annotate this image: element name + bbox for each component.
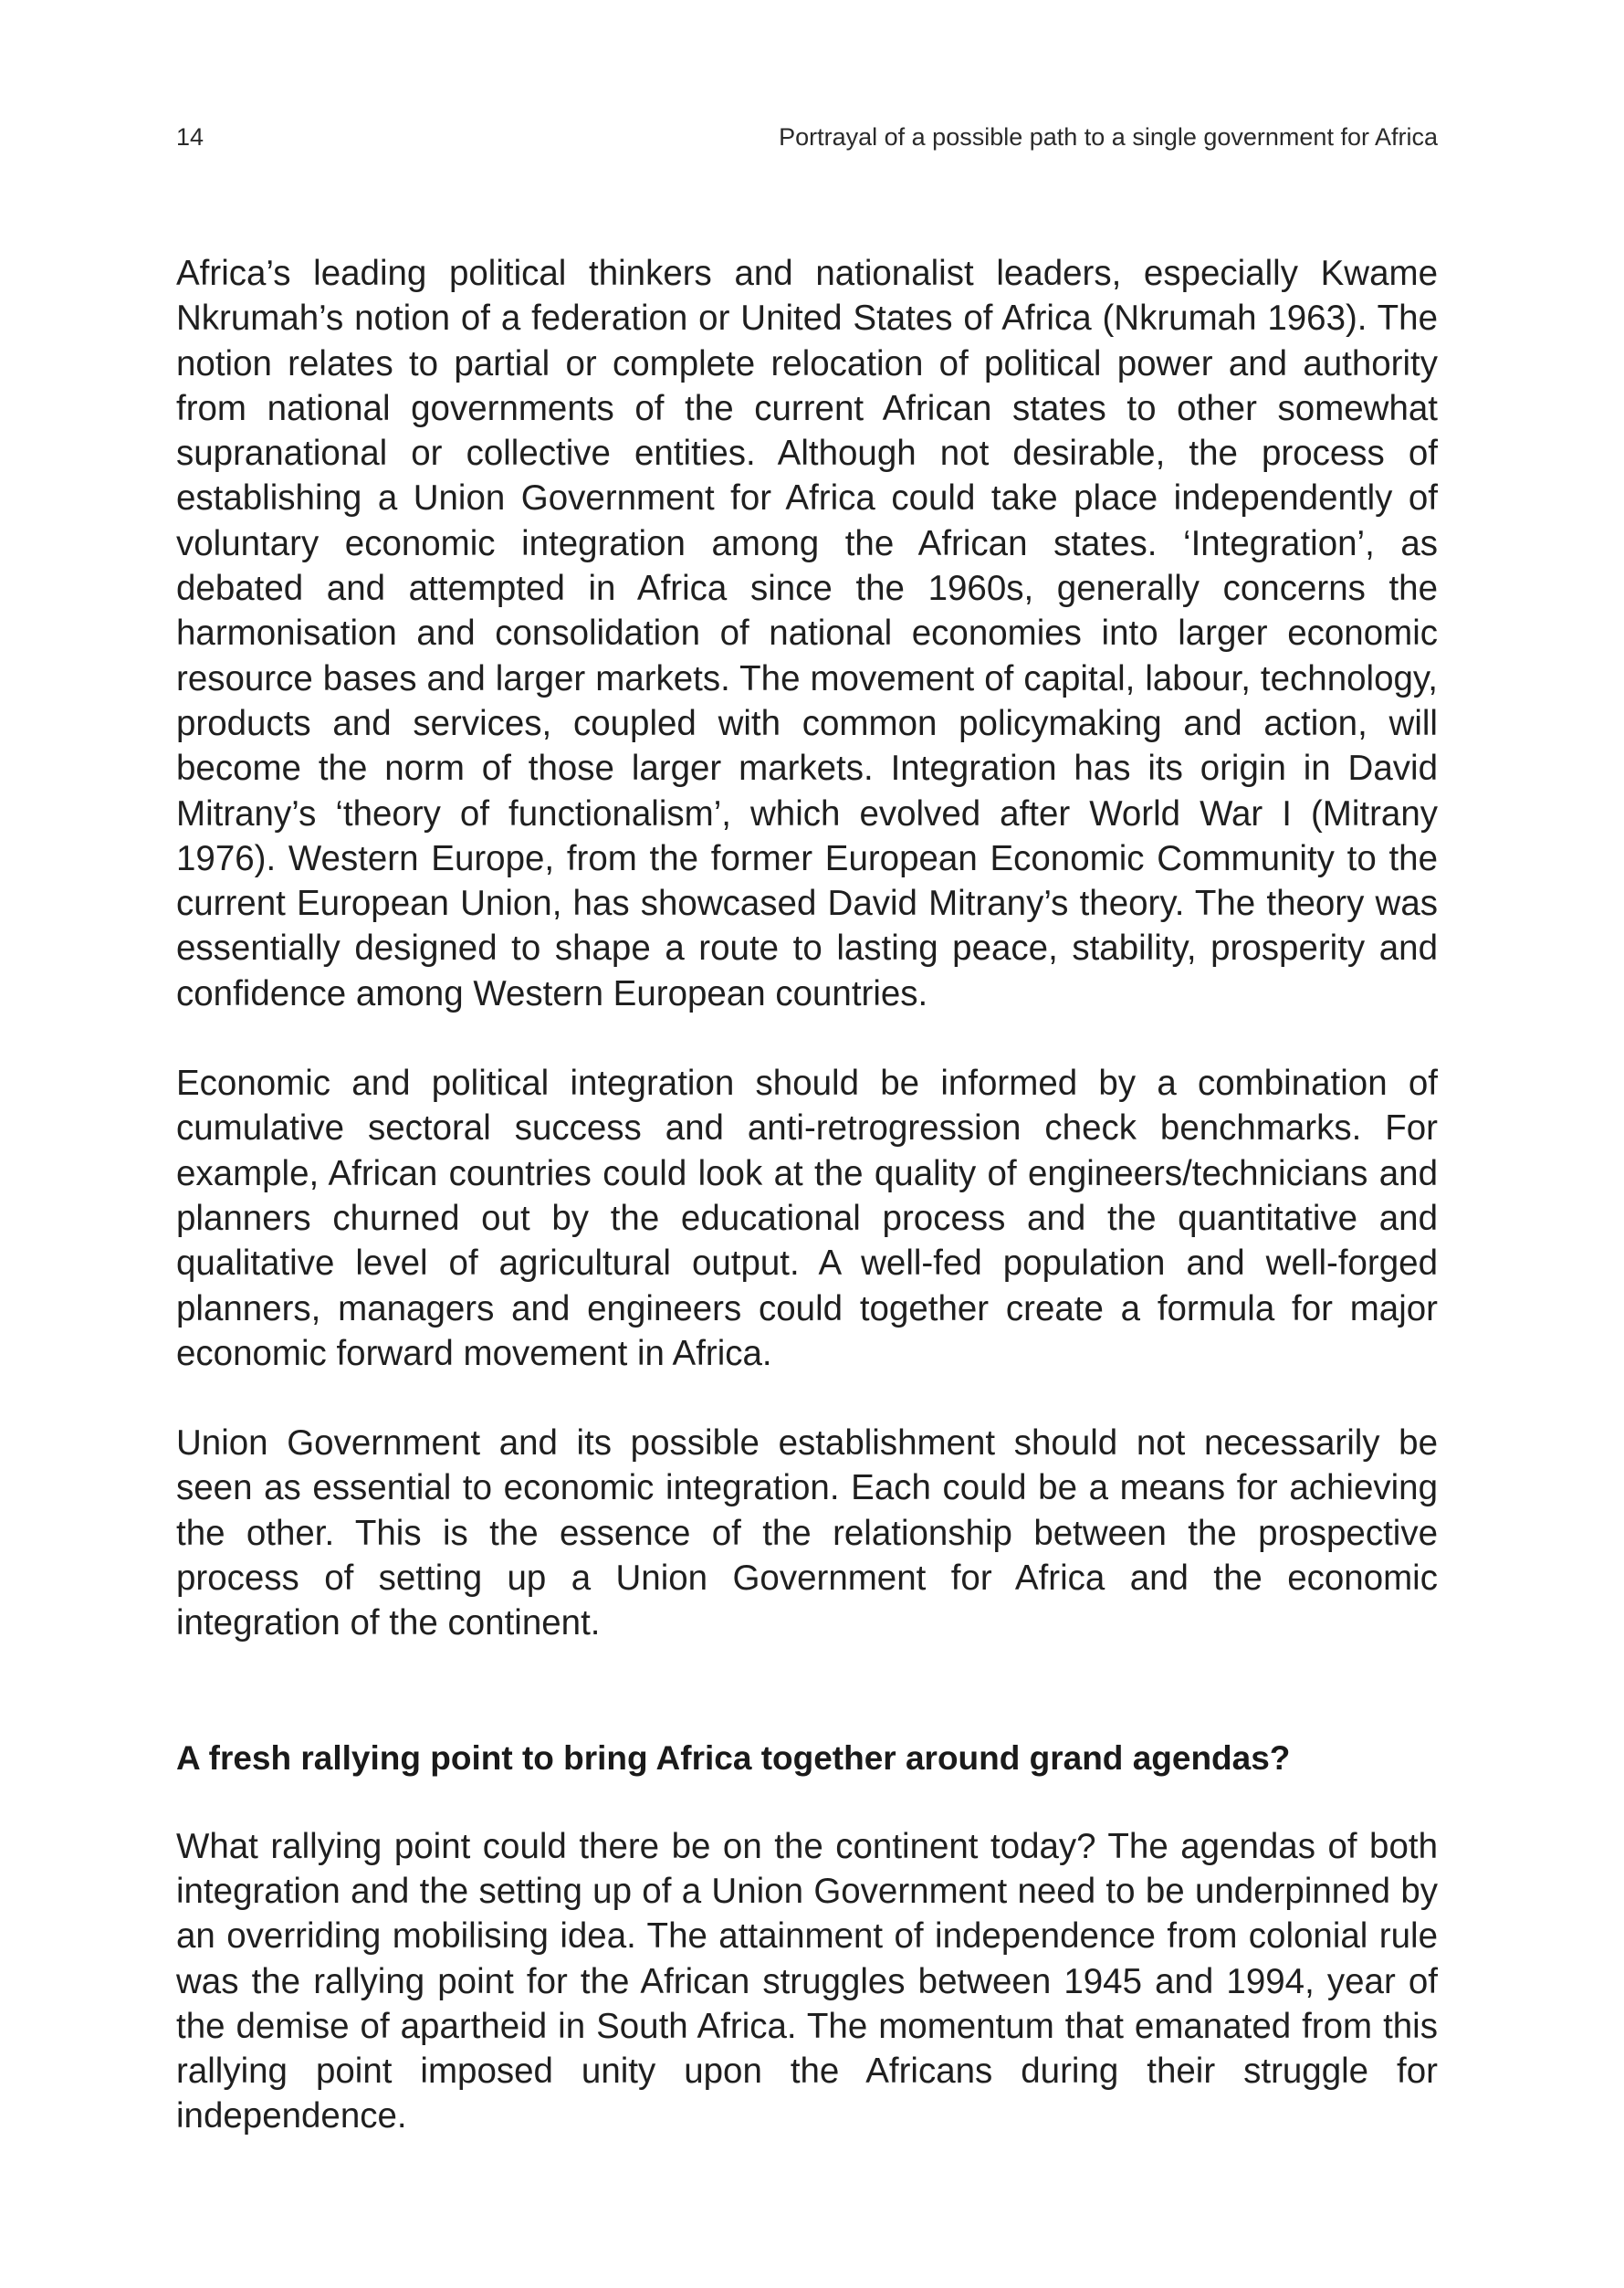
body-text	[176, 251, 1438, 2139]
page-number: 14	[176, 123, 204, 151]
running-header	[176, 119, 1438, 155]
paragraph: Africa’s leading political thinkers and nationalist leaders, especially Kwame Nkrumah’s notion of a federation or United States of Africa (Nkrumah 1963). The notion relates to partial or complete relocation of political power and authority from national governments of the current African states to other somewhat supranational or collective entities. Although not desirable, the process of establishing a Union Government for Africa could take place independently of voluntary economic integration among the African states. ‘Integration’, as debated and attempted in Africa since the 1960s, generally concerns the harmonisation and consolidation of national economies into larger economic resource bases and larger markets. The movement of capital, labour, technology, products and services, coupled with common policymaking and action, will become the norm of those larger markets. Integration has its origin in David Mitrany’s ‘theory of functionalism’, which evolved after World War I (Mitrany 1976). Western Europe, from the former European Economic Community to the current European Union, has showcased David Mitrany’s theory. The theory was essentially designed to shape a route to lasting peace, stability, prosperity and confidence among Western European countries.	[176, 254, 1438, 1013]
paragraph: What rallying point could there be on the continent today? The agendas of both integration and the setting up of a Union Government need to be underpinned by an overriding mobilising idea. The attainment of independence from colonial rule was the rallying point for the African struggles between 1945 and 1994, year of the demise of apartheid in South Africa. The momentum that emanated from this rallying point imposed unity upon the Africans during their struggle for independence.	[176, 1826, 1438, 2136]
running-title: Portrayal of a possible path to a single government for Africa	[779, 123, 1438, 151]
paragraph: Union Government and its possible establishment should not necessarily be seen as essential to economic integration. Each could be a means for achieving the other. This is the essence of the relationship between the prospective process of setting up a Union Government for Africa and the economic integration of the continent.	[176, 1423, 1438, 1643]
paragraph: Economic and political integration should be informed by a combination of cumulative sectoral success and anti-retrogression check benchmarks. For example, African countries could look at the quality of engineers/technicians and planners churned out by the educational process and the quantitative and qualitative level of agricultural output. A well-fed population and well-forged planners, managers and engineers could together create a formula for major economic forward movement in Africa.	[176, 1064, 1438, 1373]
section-heading: A fresh rallying point to bring Africa together around grand agendas?	[176, 1738, 1291, 1777]
